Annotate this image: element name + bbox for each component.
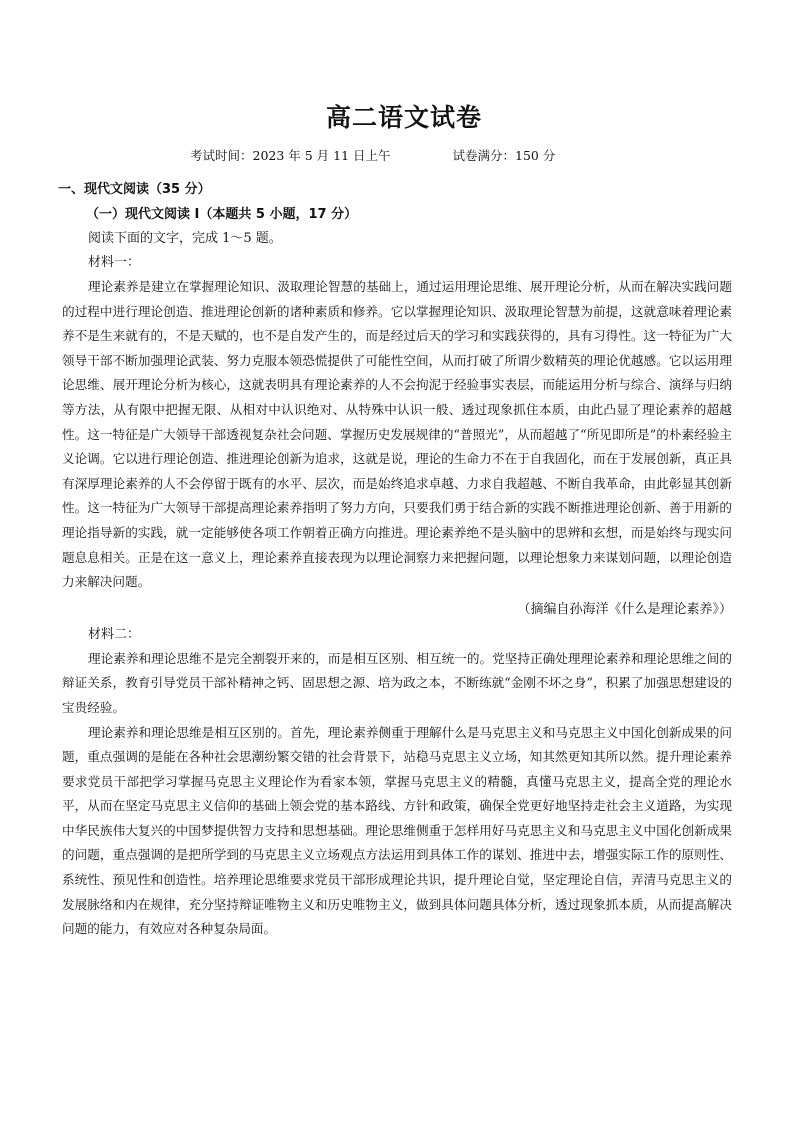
exam-meta bbox=[62, 146, 732, 164]
material-1-source: （摘编自孙海洋《什么是理论素养》） bbox=[517, 601, 732, 617]
material-2-paragraph-1: 理论素养和理论思维不是完全割裂开来的，而是相互区别、相互统一的。党坚持正确处理理论素养和理论思维之间的辩证关系，教育引导党员干部补精神之钙、固思想之源、培为政之本，不断练就“金刚不坏之身”，积累了加强思想建设的宝贵经验。 bbox=[62, 650, 732, 715]
section-heading: 一、现代文阅读（35 分） bbox=[58, 182, 211, 197]
exam-time: 考试时间：2023 年 5 月 11 日上午 bbox=[190, 148, 391, 163]
material-2-label: 材料二： bbox=[88, 626, 141, 642]
full-score: 试卷满分：150 分 bbox=[452, 148, 556, 163]
exam-title: 高二语文试卷 bbox=[325, 103, 482, 132]
material-1-paragraph: 理论素养是建立在掌握理论知识、汲取理论智慧的基础上，通过运用理论思维、展开理论分析，从而在解决实践问题的过程中进行理论创造、推进理论创新的诸种素质和修养。它以掌握理论知识、汲取理论智慧为前提，这就意味着理论素养不是生来就有的，不是天赋的，也不是自发产生的，而是经过后天的学习和实践获得的，具有习得性。这一特征为广大领导干部不断加强理论武装、努力克服本领恐慌提供了可能性空间，从而打破了所谓少数精英的理论优越感。它以运用理论思维、展开理论分析为核心，这就表明具有理论素养的人不会拘泥于经验事实表层，而能运用分析与综合、演绎与归纳等方法，从有限中把握无限、从相对中认识绝对、从特殊中认识一般、透过现象抓住本质，由此凸显了理论素养的超越性。这一特征是广大领导干部透视复杂社会问题、掌握历史发展规律的“普照光”，从而超越了“所见即所是”的朴素经验主义论调。它以进行理论创造、推进理论创新为追求，这就是说，理论的生命力不在于自我固化，而在于发展创新，真正具有深厚理论素养的人不会停留于既有的水平、层次，而是始终追求卓越、力求自我超越、不断自我革命，由此彰显其创新性。这一特征为广大领导干部提高理论素养指明了努力方向，只要我们勇于结合新的实践不断推进理论创新、善于用新的理论指导新的实践，就一定能够使各项工作朝着正确方向推进。理论素养绝不是头脑中的思辨和玄想，而是始终与现实问题息息相关。正是在这一意义上，理论素养直接表现为以理论洞察力来把握问题，以理论想象力来谋划问题，以理论创造力来解决问题。 bbox=[62, 279, 732, 590]
reading-instruction: 阅读下面的文字，完成 1～5 题。 bbox=[88, 231, 282, 246]
material-1-label: 材料一： bbox=[88, 255, 141, 270]
material-2-paragraph-2: 理论素养和理论思维是相互区别的。首先，理论素养侧重于理解什么是马克思主义和马克思主义中国化创新成果的问题，重点强调的是能在各种社会思潮纷繁交错的社会背景下，站稳马克思主义立场，知其然更知其所以然。提升理论素养要求党员干部把学习掌握马克思主义理论作为看家本领，掌握马克思主义的精髓，真懂马克思主义，提高全党的理论水平，从而在坚定马克思主义信仰的基础上领会党的基本路线、方针和政策，确保全党更好地坚持走社会主义道路，为实现中华民族伟大复兴的中国梦提供智力支持和思想基础。理论思维侧重于怎样用好马克思主义和马克思主义中国化创新成果的问题，重点强调的是把所学到的马克思主义立场观点方法运用到具体工作的谋划、推进中去，增强实际工作的原则性、系统性、预见性和创造性。培养理论思维要求党员干部形成理论共识，提升理论自觉，坚定理论自信，弄清马克思主义的发展脉络和内在规律，充分坚持辩证唯物主义和历史唯物主义，做到具体问题具体分析，透过现象抓本质，从而提高解决问题的能力，有效应对各种复杂局面。 bbox=[62, 724, 732, 937]
sub-section-heading: （一）现代文阅读 I（本题共 5 小题，17 分） bbox=[86, 207, 358, 222]
